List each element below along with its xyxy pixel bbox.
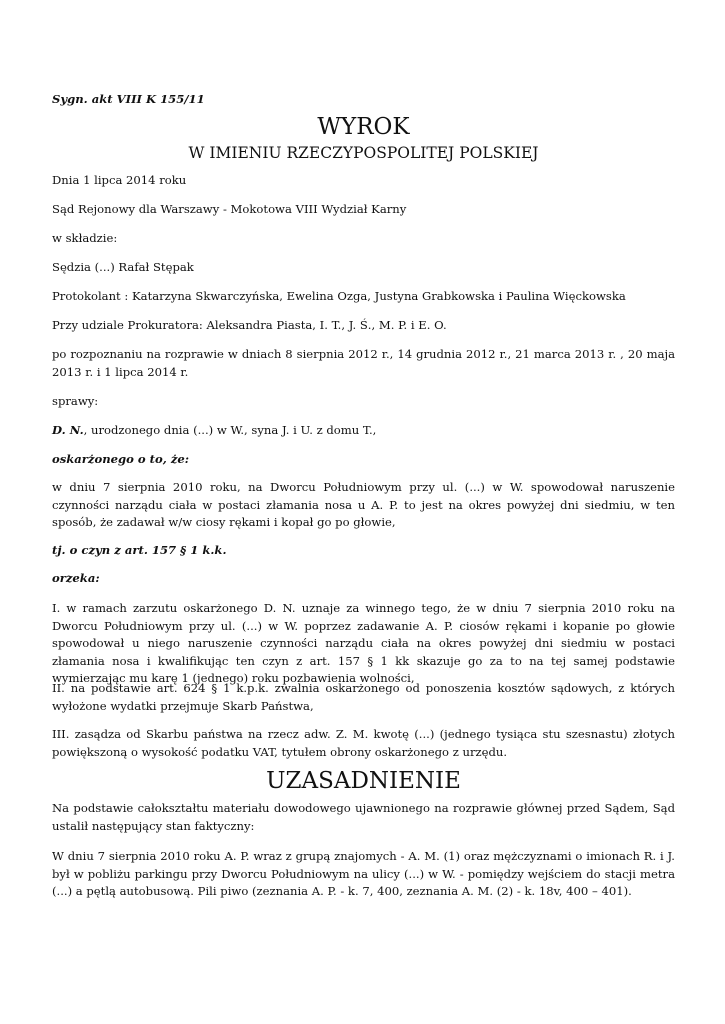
judge-line: Sędzia (...) Rafał Stępak	[52, 260, 194, 274]
clerk-line: Protokolant : Katarzyna Skwarczyńska, Ewelina Ozga, Justyna Grabkowska i Paulina Więckowska	[52, 289, 626, 303]
verdict-subtitle: W IMIENIU RZECZYPOSPOLITEJ POLSKIEJ	[188, 144, 539, 162]
justification-title: UZASADNIENIE	[266, 768, 461, 794]
verdict-point: I. w ramach zarzutu oskarżonego D. N. uznaje za winnego tego, że w dniu 7 sierpnia 2010 roku na Dworcu Południowym przy ul. (...) w W. poprzez zadawanie A. P. ciosów rękami i kopanie po głowie spowodował u niego naruszenie czynności narządu ciała na okres powyżej dni siedmiu w postaci złamania nosa i kwalifikując ten czyn z art. 157 § 1 kk skazuje go za to na tej samej podstawie wymierzając mu karę 1 (jednego) roku pozbawienia wolności,	[52, 601, 675, 685]
accused-heading: oskarżonego o to, że:	[52, 452, 190, 466]
defendant-details: , urodzonego dnia (...) w W., syna J. i U. z domu T.,	[83, 423, 377, 437]
composition-line: w składzie:	[52, 231, 118, 245]
court-line: Sąd Rejonowy dla Warszawy - Mokotowa VIII Wydział Karny	[52, 202, 407, 216]
article-reference: tj. o czyn z art. 157 § 1 k.k.	[52, 543, 227, 557]
prosecutor-line: Przy udziale Prokuratora: Aleksandra Piasta, I. T., J. Ś., M. P. i E. O.	[52, 318, 447, 332]
defendant-line	[52, 422, 675, 440]
hearing-paragraph: po rozpoznaniu na rozprawie w dniach 8 sierpnia 2012 r., 14 grudnia 2012 r., 21 marca 2013 r. , 20 maja 2013 r. i 1 lipca 2014 r.	[52, 347, 675, 379]
date-line: Dnia 1 lipca 2014 roku	[52, 173, 187, 187]
justification-intro: Na podstawie całokształtu materiału dowodowego ujawnionego na rozprawie głównej przed Sądem, Sąd ustalił następujący stan faktyczny:	[52, 801, 675, 833]
defendant-name: D. N.	[52, 423, 84, 437]
verdict-point: III. zasądza od Skarbu państwa na rzecz adw. Z. M. kwotę (...) (jednego tysiąca stu szesnastu) złotych powiększoną o wysokość podatku VAT, tytułem obrony oskarżonego z urzędu.	[52, 727, 675, 759]
justification-facts: W dniu 7 sierpnia 2010 roku A. P. wraz z grupą znajomych - A. M. (1) oraz mężczyznami o imionach R. i J. był w pobliżu parkingu przy Dworcu Południowym na ulicy (...) w W. - pomiędzy wejściem do stacji metra (...) a pętlą autobusową. Pili piwo (zeznania A. P. - k. 7, 400, zeznania A. M. (2) - k. 18v, 400 – 401).	[52, 849, 675, 898]
charge-paragraph: w dniu 7 sierpnia 2010 roku, na Dworcu Południowym przy ul. (...) w W. spowodował naruszenie czynności narządu ciała w postaci złamania nosa u A. P. to jest na okres powyżej dni siedmiu, w ten sposób, że zadawał w/w ciosy rękami i kopał go po głowie,	[52, 480, 675, 529]
case-number: Sygn. akt VIII K 155/11	[52, 92, 205, 106]
ruling-heading: orzeka:	[52, 571, 100, 585]
matter-line: sprawy:	[52, 394, 99, 408]
verdict-point: II. na podstawie art. 624 § 1 k.p.k. zwalnia oskarżonego od ponoszenia kosztów sądowych, z których wyłożone wydatki przejmuje Skarb Państwa,	[52, 681, 675, 713]
document-page	[52, 0, 675, 1024]
verdict-title: WYROK	[317, 114, 410, 140]
